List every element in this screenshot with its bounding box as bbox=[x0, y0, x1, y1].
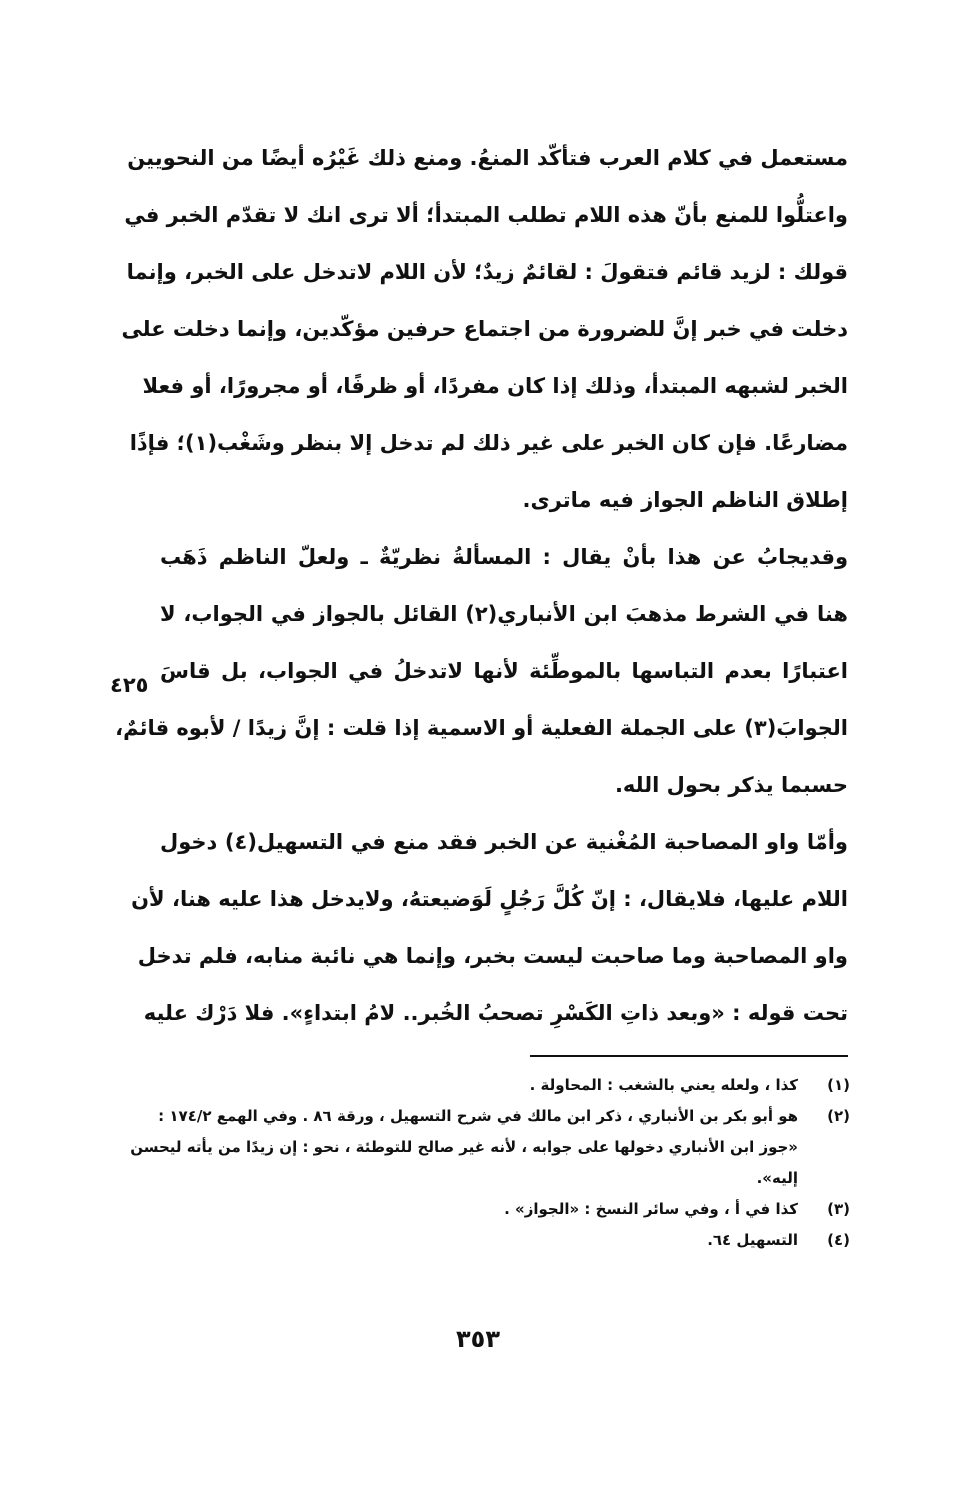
footnote-text: كذا ، ولعله يعني بالشغب : المحاولة . bbox=[529, 1076, 798, 1094]
text-line: اللام عليها، فلايقال، : إنّ كُلَّ رَجُلٍ لَوَضيعتهُ، ولايدخل هذا عليه هنا، لأن bbox=[131, 887, 848, 911]
footnote-text: هو أبو بكر بن الأنباري ، ذكر ابن مالك في شرح التسهيل ، ورقة ٨٦ . وفي الهمع ١٧٤/٢ : bbox=[158, 1107, 798, 1125]
text-line: حسبما يذكر بحول الله. bbox=[614, 773, 848, 797]
footnote bbox=[120, 1194, 850, 1225]
text-line: مضارعًا. فإن كان الخبر على غير ذلك لم تدخل إلا بنظر وشَغْب(١)؛ فإذًا bbox=[129, 431, 848, 455]
footnote-text: كذا في أ ، وفي سائر النسخ : «الجواز» . bbox=[504, 1200, 798, 1218]
text-line: دخلت في خبر إنَّ للضرورة من اجتماع حرفين مؤكّدين، وإنما دخلت على bbox=[121, 317, 848, 341]
text-line: اعتبارًا بعدم التباسها بالموطِّئة لأنها لاتدخلُ في الجواب، بل قاسَ bbox=[160, 659, 848, 683]
text-line: هنا في الشرط مذهبَ ابن الأنباري(٢) القائل بالجواز في الجواب، لا bbox=[160, 602, 848, 626]
footnote bbox=[120, 1101, 850, 1132]
text-line: تحت قوله : «وبعد ذاتِ الكَسْرِ تصحبُ الخُبر.. لامُ ابتداءٍ». فلا دَرْك عليه bbox=[143, 1001, 848, 1025]
text-line: مستعمل في كلام العرب فتأكّد المنعُ. ومنع ذلك غَيْرُه أيضًا من النحويين bbox=[127, 146, 848, 170]
footnote-text: التسهيل ٦٤. bbox=[707, 1231, 798, 1249]
text-line: قولك : لزيد قائم فتقولَ : لقائمٌ زيدٌ؛ لأن اللام لاتدخل على الخبر، وإنما bbox=[126, 260, 848, 284]
footnote-continuation: إليه». bbox=[756, 1169, 798, 1187]
footnote-number: (٤) bbox=[827, 1231, 850, 1249]
manuscript-folio-number: ٤٢٥ bbox=[110, 673, 149, 697]
footnote bbox=[120, 1225, 850, 1256]
text-line: واو المصاحبة وما صاحبت ليست بخبر، وإنما هي نائبة منابه، فلم تدخل bbox=[137, 944, 848, 968]
footnote-separator bbox=[530, 1055, 848, 1057]
footnote-number: (٢) bbox=[827, 1107, 850, 1125]
footnote bbox=[120, 1070, 850, 1101]
text-line: الجوابَ(٣) على الجملة الفعلية أو الاسمية إذا قلت : إنَّ زيدًا / لأبوه قائمٌ، bbox=[115, 716, 848, 740]
footnote-number: (١) bbox=[827, 1076, 850, 1094]
text-line: الخبر لشبهه المبتدأ، وذلك إذا كان مفردًا، أو ظرفًا، أو مجرورًا، أو فعلا bbox=[142, 374, 848, 398]
footnote-number: (٣) bbox=[827, 1200, 850, 1218]
footnote-continuation: «جوز ابن الأنباري دخولها على جوابه ، لأنه غير صالح للتوطئة ، نحو : إن زيدًا من يأته ليحسن bbox=[130, 1138, 798, 1156]
text-line: واعتلُّوا للمنع بأنّ هذه اللام تطلب المبتدأ؛ ألا ترى انك لا تقدّم الخبر في bbox=[124, 203, 848, 227]
text-line: وقديجابُ عن هذا بأنْ يقال : المسألةُ نظريّةٌ ـ ولعلّ الناظم ذَهَب bbox=[160, 545, 848, 569]
page-number: ٣٥٣ bbox=[456, 1325, 500, 1353]
footnotes bbox=[120, 1070, 850, 1256]
text-line: وأمّا واو المصاحبة المُغْنية عن الخبر فقد منع في التسهيل(٤) دخول bbox=[160, 830, 848, 854]
text-line: إطلاق الناظم الجواز فيه ماترى. bbox=[522, 488, 848, 512]
